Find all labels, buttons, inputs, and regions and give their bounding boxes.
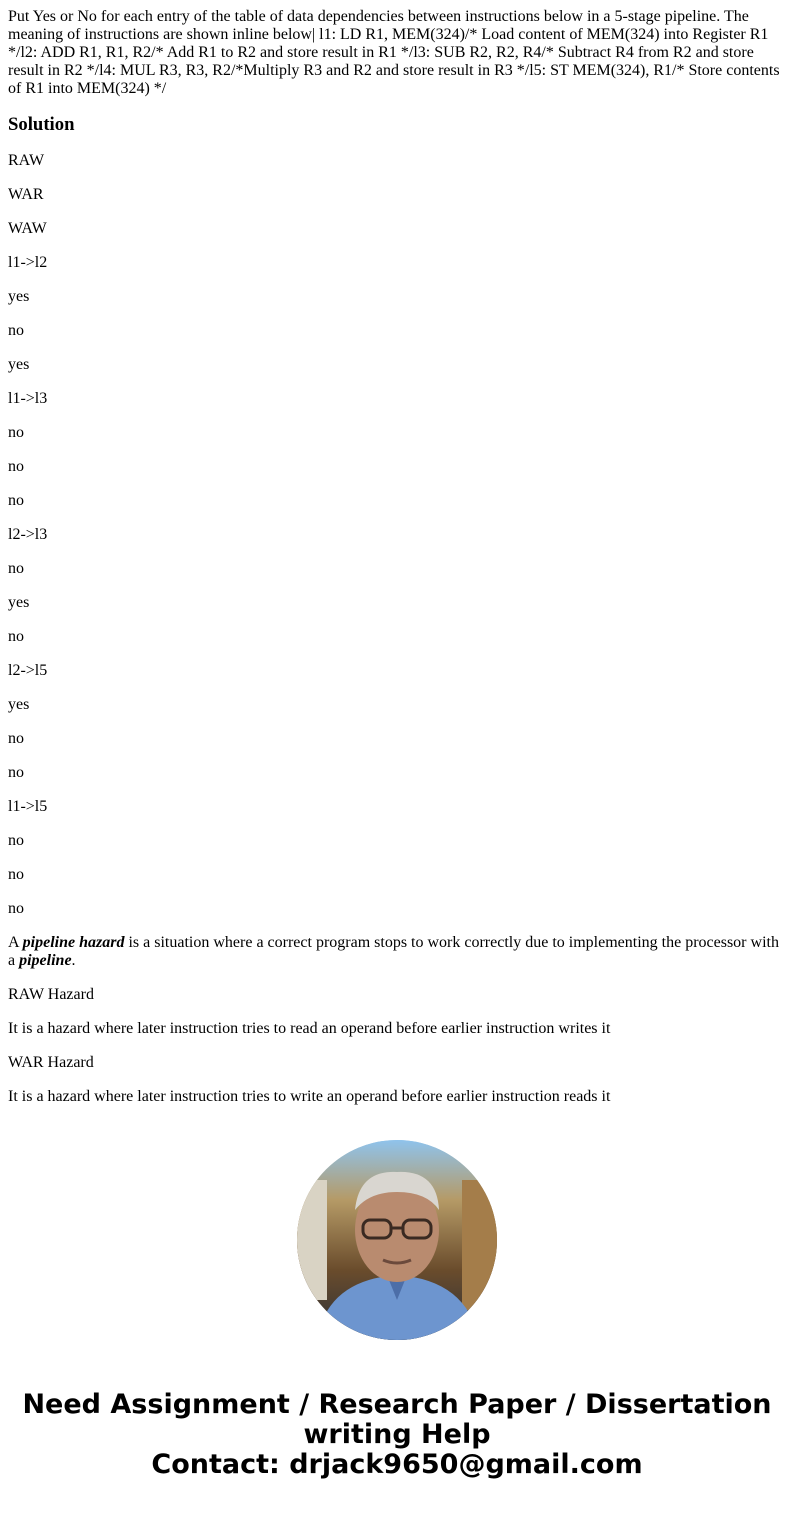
- hazard-def-prefix: A: [8, 934, 23, 951]
- raw-hazard-description: It is a hazard where later instruction tries to read an operand before earlier instruction writes it: [8, 1020, 611, 1037]
- row-value: yes: [8, 356, 30, 373]
- row-value: no: [8, 730, 24, 747]
- hazard-definition: [8, 934, 786, 970]
- header-waw: WAW: [8, 220, 47, 237]
- person-portrait-icon: [297, 1140, 497, 1340]
- row-value: no: [8, 322, 24, 339]
- row-value: no: [8, 492, 24, 509]
- row-value: no: [8, 866, 24, 883]
- header-raw: RAW: [8, 152, 45, 169]
- row-pair-l2-l3: l2->l3: [8, 526, 48, 543]
- row-value: yes: [8, 696, 30, 713]
- promo-contact[interactable]: Contact: drjack9650@gmail.com: [151, 1449, 643, 1480]
- row-pair-l1-l3: l1->l3: [8, 390, 48, 407]
- question-text: Put Yes or No for each entry of the table of data dependencies between instructions below in a 5-stage pipeline. The meaning of instructions are shown inline below| l1: LD R1, MEM(324)/* Load content of MEM(324) into Register R1 */l2: ADD R1, R1, R2/* Add R1 to R2 and store result in R1 */l3: SUB R2, R2, R4/* Subtract R4 from R2 and store result in R2 */l4: MUL R3, R3, R2/*Multiply R3 and R2 and store result in R3 */l5: ST MEM(324), R1/* Store contents of R1 into MEM(324) */: [8, 8, 780, 97]
- row-value: no: [8, 900, 24, 917]
- hazard-def-term2: pipeline: [19, 952, 72, 969]
- war-hazard-description: It is a hazard where later instruction tries to write an operand before earlier instruction reads it: [8, 1088, 611, 1105]
- raw-hazard-title: RAW Hazard: [8, 986, 94, 1003]
- promo-line-1: Need Assignment / Research Paper / Dissertation: [22, 1389, 772, 1420]
- solution-heading: Solution: [8, 114, 75, 135]
- author-photo: [297, 1140, 497, 1340]
- row-pair-l1-l5: l1->l5: [8, 798, 48, 815]
- row-value: no: [8, 458, 24, 475]
- hazard-def-middle: is a situation where a correct program stops to work correctly due to implementing the processor with a: [8, 934, 779, 969]
- author-photo-container: [8, 1140, 786, 1340]
- row-value: no: [8, 560, 24, 577]
- row-value: yes: [8, 594, 30, 611]
- war-hazard-title: WAR Hazard: [8, 1054, 94, 1071]
- promo-line-2: writing Help: [303, 1419, 491, 1450]
- row-pair-l2-l5: l2->l5: [8, 662, 48, 679]
- header-war: WAR: [8, 186, 44, 203]
- hazard-def-suffix: .: [71, 952, 76, 969]
- promo-banner: [8, 1390, 786, 1480]
- hazard-def-term: pipeline hazard: [22, 934, 125, 951]
- row-value: no: [8, 424, 24, 441]
- row-value: yes: [8, 288, 30, 305]
- row-value: no: [8, 764, 24, 781]
- row-pair-l1-l2: l1->l2: [8, 254, 48, 271]
- row-value: no: [8, 628, 24, 645]
- row-value: no: [8, 832, 24, 849]
